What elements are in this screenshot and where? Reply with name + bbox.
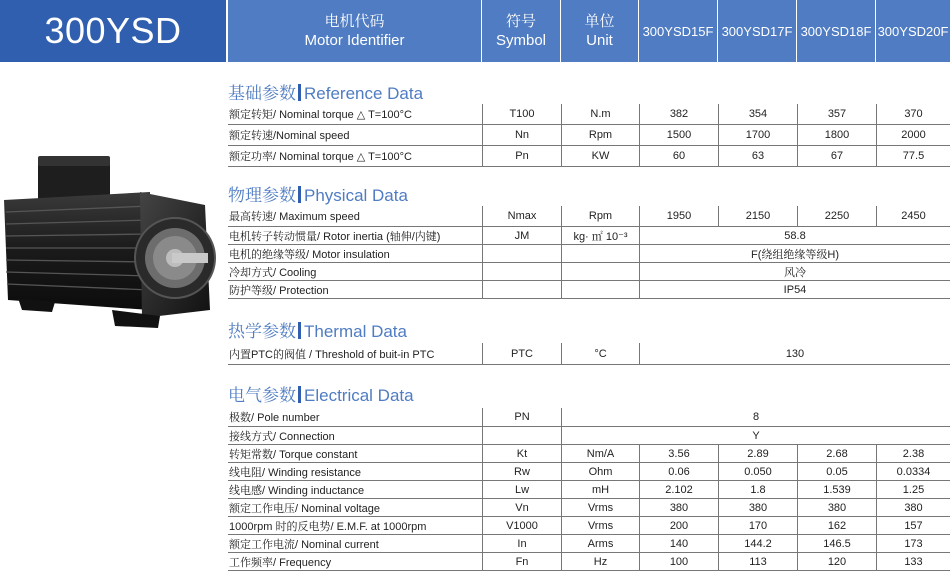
value-18f: 1.539 bbox=[797, 481, 876, 498]
table-row bbox=[228, 517, 950, 535]
header-unit-zh: 单位 bbox=[584, 13, 615, 30]
header-identifier bbox=[228, 0, 482, 62]
table-row bbox=[228, 535, 950, 553]
header-unit bbox=[561, 0, 639, 62]
value-18f: 0.05 bbox=[797, 463, 876, 480]
value-20f: 0.0334 bbox=[876, 463, 950, 480]
header-symbol-en: Symbol bbox=[495, 32, 547, 49]
model-title: 300YSD bbox=[0, 0, 226, 62]
section-electrical-en: Electrical Data bbox=[304, 386, 414, 405]
value-17f: 144.2 bbox=[718, 535, 797, 552]
table-row bbox=[228, 263, 950, 281]
row-name: 内置PTC的阀值 / Threshold of buit-in PTC bbox=[229, 348, 435, 361]
title-divider bbox=[298, 84, 301, 101]
section-electrical-zh: 电气参数 bbox=[228, 386, 296, 405]
row-unit: mH bbox=[561, 481, 639, 498]
table-row bbox=[228, 281, 950, 299]
row-symbol: Vn bbox=[482, 499, 561, 516]
value-15f: 60 bbox=[639, 146, 718, 166]
row-name: 线电阻/ Winding resistance bbox=[229, 466, 362, 479]
row-unit: Hz bbox=[561, 553, 639, 570]
value-15f: 382 bbox=[639, 104, 718, 124]
title-divider bbox=[298, 186, 301, 203]
value-20f: 173 bbox=[876, 535, 950, 552]
row-unit: KW bbox=[561, 146, 639, 166]
header-unit-en: Unit bbox=[586, 32, 613, 49]
value-17f: 63 bbox=[718, 146, 797, 166]
row-unit: Ohm bbox=[561, 463, 639, 480]
row-symbol bbox=[482, 245, 561, 262]
value-17f: 2150 bbox=[718, 206, 797, 226]
row-name: 额定转速/Nominal speed bbox=[229, 130, 350, 142]
header-symbol-zh: 符号 bbox=[505, 13, 536, 30]
value-18f: 67 bbox=[797, 146, 876, 166]
title-divider bbox=[298, 322, 301, 339]
value-17f: 380 bbox=[718, 499, 797, 516]
value-18f: 120 bbox=[797, 553, 876, 570]
value-20f: 133 bbox=[876, 553, 950, 570]
title-divider bbox=[298, 386, 301, 403]
row-symbol: Fn bbox=[482, 553, 561, 570]
table-row bbox=[228, 245, 950, 263]
section-reference-en: Reference Data bbox=[304, 84, 424, 103]
value-17f: 170 bbox=[718, 517, 797, 534]
row-unit: Vrms bbox=[561, 499, 639, 516]
value-20f: 2.38 bbox=[876, 445, 950, 462]
row-name: 工作频率/ Frequency bbox=[229, 556, 332, 569]
row-unit: Vrms bbox=[561, 517, 639, 534]
table-row bbox=[228, 553, 950, 571]
table-row bbox=[228, 227, 950, 245]
header-model-20f: 300YSD20F bbox=[876, 0, 950, 62]
table-row bbox=[228, 427, 950, 445]
row-unit: Arms bbox=[561, 535, 639, 552]
row-name: 额定工作电流/ Nominal current bbox=[229, 538, 379, 551]
header-identifier-en: Motor Identifier bbox=[304, 32, 405, 49]
row-name: 额定转矩/ Nominal torque △ T=100°C bbox=[229, 109, 412, 121]
row-symbol bbox=[482, 263, 561, 280]
table-row bbox=[228, 146, 950, 167]
row-unit: Rpm bbox=[561, 125, 639, 145]
table-row bbox=[228, 125, 950, 146]
row-symbol: Lw bbox=[482, 481, 561, 498]
header-model-15f: 300YSD15F bbox=[639, 0, 718, 62]
value-15f: 3.56 bbox=[639, 445, 718, 462]
row-symbol bbox=[482, 427, 561, 444]
row-symbol: PTC bbox=[482, 343, 561, 364]
header-model-17f: 300YSD17F bbox=[718, 0, 797, 62]
value-17f: 354 bbox=[718, 104, 797, 124]
row-unit bbox=[561, 281, 639, 298]
table-row bbox=[228, 104, 950, 125]
section-reference-zh: 基础参数 bbox=[228, 84, 296, 103]
value-all-models: IP54 bbox=[639, 281, 950, 298]
value-18f: 380 bbox=[797, 499, 876, 516]
value-15f: 380 bbox=[639, 499, 718, 516]
value-20f: 380 bbox=[876, 499, 950, 516]
row-name: 电机转子转动惯量/ Rotor inertia (轴伸/内键) bbox=[229, 230, 441, 243]
row-symbol: T100 bbox=[482, 104, 561, 124]
row-symbol: Nn bbox=[482, 125, 561, 145]
value-18f: 357 bbox=[797, 104, 876, 124]
row-symbol: V1000 bbox=[482, 517, 561, 534]
value-all-models: 130 bbox=[639, 343, 950, 364]
row-name: 转矩常数/ Torque constant bbox=[229, 448, 358, 461]
value-20f: 157 bbox=[876, 517, 950, 534]
section-physical-en: Physical Data bbox=[304, 186, 408, 205]
table-row bbox=[228, 206, 950, 227]
value-15f: 140 bbox=[639, 535, 718, 552]
value-20f: 2000 bbox=[876, 125, 950, 145]
section-thermal-zh: 热学参数 bbox=[228, 322, 296, 341]
row-name: 线电感/ Winding inductance bbox=[229, 484, 365, 497]
row-symbol: In bbox=[482, 535, 561, 552]
value-20f: 1.25 bbox=[876, 481, 950, 498]
header-identifier-zh: 电机代码 bbox=[324, 13, 385, 30]
header-model-18f: 300YSD18F bbox=[797, 0, 876, 62]
value-18f: 2250 bbox=[797, 206, 876, 226]
value-20f: 77.5 bbox=[876, 146, 950, 166]
value-15f: 1500 bbox=[639, 125, 718, 145]
row-symbol: JM bbox=[482, 227, 561, 244]
value-20f: 2450 bbox=[876, 206, 950, 226]
row-unit: Nm/A bbox=[561, 445, 639, 462]
section-thermal-en: Thermal Data bbox=[304, 322, 407, 341]
section-physical-zh: 物理参数 bbox=[228, 186, 296, 205]
value-18f: 2.68 bbox=[797, 445, 876, 462]
section-electrical-title bbox=[228, 381, 414, 406]
value-all-models: F(绕组绝缘等级H) bbox=[639, 245, 950, 262]
value-15f: 2.102 bbox=[639, 481, 718, 498]
value-17f: 0.050 bbox=[718, 463, 797, 480]
table-row bbox=[228, 343, 950, 365]
row-symbol: Nmax bbox=[482, 206, 561, 226]
value-18f: 1800 bbox=[797, 125, 876, 145]
row-symbol: PN bbox=[482, 408, 561, 426]
row-symbol bbox=[482, 281, 561, 298]
value-all-models: 58.8 bbox=[639, 227, 950, 244]
row-name: 电机的绝缘等级/ Motor insulation bbox=[229, 248, 390, 261]
value-18f: 162 bbox=[797, 517, 876, 534]
value-17f: 113 bbox=[718, 553, 797, 570]
value-15f: 200 bbox=[639, 517, 718, 534]
servo-motor-image bbox=[0, 150, 225, 335]
row-name: 防护等级/ Protection bbox=[229, 284, 329, 297]
row-unit bbox=[561, 245, 639, 262]
row-unit: Rpm bbox=[561, 206, 639, 226]
value-15f: 100 bbox=[639, 553, 718, 570]
row-unit: N.m bbox=[561, 104, 639, 124]
row-name: 额定工作电压/ Nominal voltage bbox=[229, 502, 380, 515]
value-18f: 146.5 bbox=[797, 535, 876, 552]
table-row bbox=[228, 463, 950, 481]
row-name: 极数/ Pole number bbox=[229, 412, 320, 424]
value-all-models: Y bbox=[561, 427, 950, 444]
row-name: 额定功率/ Nominal torque △ T=100°C bbox=[229, 151, 412, 163]
section-reference-title bbox=[228, 79, 423, 104]
table-row bbox=[228, 445, 950, 463]
section-thermal-title bbox=[228, 317, 407, 342]
section-physical-title bbox=[228, 181, 408, 206]
value-17f: 1700 bbox=[718, 125, 797, 145]
value-17f: 2.89 bbox=[718, 445, 797, 462]
table-row bbox=[228, 408, 950, 427]
value-all-models: 风冷 bbox=[639, 263, 950, 280]
table-row bbox=[228, 481, 950, 499]
row-name: 最高转速/ Maximum speed bbox=[229, 211, 360, 223]
row-name: 接线方式/ Connection bbox=[229, 430, 335, 443]
value-15f: 0.06 bbox=[639, 463, 718, 480]
row-unit bbox=[561, 263, 639, 280]
row-symbol: Pn bbox=[482, 146, 561, 166]
value-17f: 1.8 bbox=[718, 481, 797, 498]
row-unit: °C bbox=[561, 343, 639, 364]
row-name: 1000rpm 时的反电势/ E.M.F. at 1000rpm bbox=[229, 520, 427, 533]
value-20f: 370 bbox=[876, 104, 950, 124]
header-symbol bbox=[482, 0, 561, 62]
row-name: 冷却方式/ Cooling bbox=[229, 266, 317, 279]
table-row bbox=[228, 499, 950, 517]
row-unit: kg· ㎡ 10⁻³ bbox=[561, 227, 639, 244]
row-symbol: Kt bbox=[482, 445, 561, 462]
value-all-models: 8 bbox=[561, 408, 950, 426]
value-15f: 1950 bbox=[639, 206, 718, 226]
row-symbol: Rw bbox=[482, 463, 561, 480]
